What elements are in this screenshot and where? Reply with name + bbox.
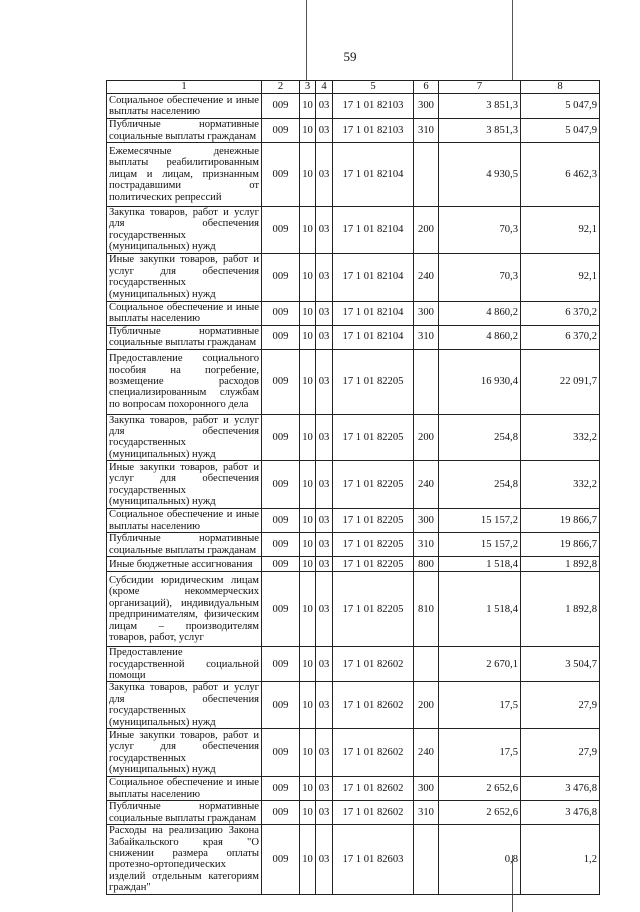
amount-year-1-cell: 2 652,6: [439, 777, 521, 801]
expense-type-cell: 300: [414, 301, 439, 325]
subsection-code-cell: 03: [316, 777, 333, 801]
row-name-cell: Иные закупки товаров, работ и услуг для обеспечения государственных (муниципальных) нужд: [107, 253, 262, 301]
subsection-code-cell: 03: [316, 647, 333, 682]
amount-year-2-cell: 5 047,9: [521, 94, 600, 119]
ministry-code-cell: 009: [262, 325, 300, 349]
row-name-cell: Предоставление социального пособия на погребение, возмещение расходов специализированным службам по вопросам похоронного дела: [107, 349, 262, 414]
ministry-code-cell: 009: [262, 777, 300, 801]
amount-year-1-cell: 254,8: [439, 461, 521, 509]
expense-type-cell: 200: [414, 207, 439, 254]
amount-year-1-cell: 254,8: [439, 414, 521, 461]
section-code-cell: 10: [300, 143, 316, 207]
row-name-cell: Закупка товаров, работ и услуг для обеспечения государственных (муниципальных) нужд: [107, 414, 262, 461]
section-code-cell: 10: [300, 325, 316, 349]
table-row: [107, 801, 600, 825]
row-name-cell: Социальное обеспечение и иные выплаты населению: [107, 94, 262, 119]
section-code-cell: 10: [300, 729, 316, 777]
scan-line-right: [512, 0, 513, 80]
table-row: [107, 647, 600, 682]
section-code-cell: 10: [300, 572, 316, 647]
table-row: [107, 533, 600, 557]
target-article-cell: 17 1 01 82205: [333, 461, 414, 509]
row-name-cell: Закупка товаров, работ и услуг для обеспечения государственных (муниципальных) нужд: [107, 682, 262, 729]
subsection-code-cell: 03: [316, 729, 333, 777]
ministry-code-cell: 009: [262, 647, 300, 682]
target-article-cell: 17 1 01 82205: [333, 509, 414, 533]
ministry-code-cell: 009: [262, 143, 300, 207]
target-article-cell: 17 1 01 82205: [333, 557, 414, 572]
subsection-code-cell: 03: [316, 301, 333, 325]
table-row: [107, 207, 600, 254]
ministry-code-cell: 009: [262, 825, 300, 894]
column-header-2: 2: [262, 81, 300, 94]
expense-type-cell: 310: [414, 533, 439, 557]
amount-year-1-cell: 17,5: [439, 682, 521, 729]
row-name-cell: Закупка товаров, работ и услуг для обеспечения государственных (муниципальных) нужд: [107, 207, 262, 254]
amount-year-1-cell: 1 518,4: [439, 572, 521, 647]
table-row: [107, 414, 600, 461]
table-row: [107, 825, 600, 894]
target-article-cell: 17 1 01 82104: [333, 143, 414, 207]
subsection-code-cell: 03: [316, 207, 333, 254]
amount-year-2-cell: 6 462,3: [521, 143, 600, 207]
amount-year-1-cell: 3 851,3: [439, 94, 521, 119]
row-name-cell: Иные бюджетные ассигнования: [107, 557, 262, 572]
amount-year-1-cell: 15 157,2: [439, 533, 521, 557]
section-code-cell: 10: [300, 647, 316, 682]
section-code-cell: 10: [300, 777, 316, 801]
amount-year-1-cell: 3 851,3: [439, 119, 521, 143]
table-row: [107, 143, 600, 207]
amount-year-2-cell: 3 476,8: [521, 777, 600, 801]
amount-year-2-cell: 1,2: [521, 825, 600, 894]
expense-type-cell: [414, 647, 439, 682]
table-row: [107, 461, 600, 509]
table-row: [107, 94, 600, 119]
ministry-code-cell: 009: [262, 119, 300, 143]
amount-year-1-cell: 2 652,6: [439, 801, 521, 825]
expense-type-cell: [414, 143, 439, 207]
subsection-code-cell: 03: [316, 461, 333, 509]
row-name-cell: Ежемесячные денежные выплаты реабилитированным лицам и лицам, признанным пострадавшими от политических репрессий: [107, 143, 262, 207]
table-row: [107, 301, 600, 325]
amount-year-2-cell: 92,1: [521, 207, 600, 254]
ministry-code-cell: 009: [262, 94, 300, 119]
column-header-6: 6: [414, 81, 439, 94]
table-row: [107, 349, 600, 414]
column-header-1: 1: [107, 81, 262, 94]
amount-year-1-cell: 4 930,5: [439, 143, 521, 207]
amount-year-2-cell: 1 892,8: [521, 572, 600, 647]
expense-type-cell: 310: [414, 119, 439, 143]
amount-year-1-cell: 70,3: [439, 207, 521, 254]
expense-type-cell: 300: [414, 777, 439, 801]
ministry-code-cell: 009: [262, 349, 300, 414]
target-article-cell: 17 1 01 82602: [333, 801, 414, 825]
expense-type-cell: 810: [414, 572, 439, 647]
column-header-8: 8: [521, 81, 600, 94]
amount-year-1-cell: 70,3: [439, 253, 521, 301]
header-row: [107, 81, 600, 94]
expense-type-cell: 240: [414, 253, 439, 301]
amount-year-2-cell: 6 370,2: [521, 325, 600, 349]
table-body: [107, 94, 600, 895]
section-code-cell: 10: [300, 682, 316, 729]
ministry-code-cell: 009: [262, 801, 300, 825]
target-article-cell: 17 1 01 82104: [333, 301, 414, 325]
amount-year-2-cell: 6 370,2: [521, 301, 600, 325]
amount-year-2-cell: 27,9: [521, 729, 600, 777]
ministry-code-cell: 009: [262, 533, 300, 557]
section-code-cell: 10: [300, 301, 316, 325]
ministry-code-cell: 009: [262, 253, 300, 301]
amount-year-2-cell: 22 091,7: [521, 349, 600, 414]
column-header-4: 4: [316, 81, 333, 94]
section-code-cell: 10: [300, 119, 316, 143]
table-row: [107, 253, 600, 301]
expense-type-cell: 800: [414, 557, 439, 572]
row-name-cell: Социальное обеспечение и иные выплаты населению: [107, 301, 262, 325]
table-row: [107, 325, 600, 349]
expense-type-cell: 240: [414, 461, 439, 509]
expense-type-cell: [414, 349, 439, 414]
subsection-code-cell: 03: [316, 509, 333, 533]
expense-type-cell: 300: [414, 94, 439, 119]
amount-year-1-cell: 16 930,4: [439, 349, 521, 414]
amount-year-2-cell: 1 892,8: [521, 557, 600, 572]
column-header-3: 3: [300, 81, 316, 94]
table-row: [107, 729, 600, 777]
target-article-cell: 17 1 01 82602: [333, 729, 414, 777]
ministry-code-cell: 009: [262, 729, 300, 777]
target-article-cell: 17 1 01 82602: [333, 777, 414, 801]
target-article-cell: 17 1 01 82205: [333, 533, 414, 557]
amount-year-1-cell: 1 518,4: [439, 557, 521, 572]
ministry-code-cell: 009: [262, 414, 300, 461]
table-row: [107, 572, 600, 647]
row-name-cell: Иные закупки товаров, работ и услуг для обеспечения государственных (муниципальных) нужд: [107, 461, 262, 509]
target-article-cell: 17 1 01 82205: [333, 572, 414, 647]
table-row: [107, 777, 600, 801]
target-article-cell: 17 1 01 82602: [333, 682, 414, 729]
amount-year-1-cell: 15 157,2: [439, 509, 521, 533]
section-code-cell: 10: [300, 414, 316, 461]
ministry-code-cell: 009: [262, 207, 300, 254]
row-name-cell: Иные закупки товаров, работ и услуг для обеспечения государственных (муниципальных) нужд: [107, 729, 262, 777]
target-article-cell: 17 1 01 82103: [333, 94, 414, 119]
amount-year-2-cell: 19 866,7: [521, 509, 600, 533]
target-article-cell: 17 1 01 82602: [333, 647, 414, 682]
section-code-cell: 10: [300, 207, 316, 254]
subsection-code-cell: 03: [316, 414, 333, 461]
ministry-code-cell: 009: [262, 461, 300, 509]
table-row: [107, 682, 600, 729]
subsection-code-cell: 03: [316, 325, 333, 349]
expense-type-cell: 240: [414, 729, 439, 777]
ministry-code-cell: 009: [262, 682, 300, 729]
amount-year-1-cell: 2 670,1: [439, 647, 521, 682]
amount-year-1-cell: 4 860,2: [439, 301, 521, 325]
subsection-code-cell: 03: [316, 557, 333, 572]
row-name-cell: Публичные нормативные социальные выплаты гражданам: [107, 801, 262, 825]
target-article-cell: 17 1 01 82104: [333, 207, 414, 254]
ministry-code-cell: 009: [262, 557, 300, 572]
subsection-code-cell: 03: [316, 825, 333, 894]
amount-year-1-cell: 0,8: [439, 825, 521, 894]
subsection-code-cell: 03: [316, 801, 333, 825]
amount-year-2-cell: 92,1: [521, 253, 600, 301]
section-code-cell: 10: [300, 533, 316, 557]
amount-year-2-cell: 19 866,7: [521, 533, 600, 557]
table-row: [107, 557, 600, 572]
amount-year-2-cell: 5 047,9: [521, 119, 600, 143]
amount-year-2-cell: 3 476,8: [521, 801, 600, 825]
budget-table: [106, 80, 600, 895]
amount-year-1-cell: 4 860,2: [439, 325, 521, 349]
subsection-code-cell: 03: [316, 94, 333, 119]
section-code-cell: 10: [300, 94, 316, 119]
target-article-cell: 17 1 01 82104: [333, 253, 414, 301]
expense-type-cell: [414, 825, 439, 894]
expense-type-cell: 310: [414, 801, 439, 825]
subsection-code-cell: 03: [316, 682, 333, 729]
amount-year-2-cell: 3 504,7: [521, 647, 600, 682]
page-number: 59: [343, 49, 357, 64]
subsection-code-cell: 03: [316, 143, 333, 207]
section-code-cell: 10: [300, 253, 316, 301]
expense-type-cell: 300: [414, 509, 439, 533]
amount-year-2-cell: 332,2: [521, 414, 600, 461]
section-code-cell: 10: [300, 509, 316, 533]
scan-line-left: [306, 0, 307, 80]
row-name-cell: Социальное обеспечение и иные выплаты населению: [107, 509, 262, 533]
section-code-cell: 10: [300, 349, 316, 414]
expense-type-cell: 200: [414, 682, 439, 729]
subsection-code-cell: 03: [316, 119, 333, 143]
table-row: [107, 509, 600, 533]
column-header-5: 5: [333, 81, 414, 94]
amount-year-2-cell: 332,2: [521, 461, 600, 509]
section-code-cell: 10: [300, 461, 316, 509]
row-name-cell: Субсидии юридическим лицам (кроме некоммерческих организаций), индивидуальным предпринимателям, физическим лицам – производителям товаров, работ, услуг: [107, 572, 262, 647]
target-article-cell: 17 1 01 82103: [333, 119, 414, 143]
section-code-cell: 10: [300, 825, 316, 894]
row-name-cell: Расходы на реализацию Закона Забайкальского края "О снижении размера оплаты протезно-ортопедических изделий отдельным категориям граждан": [107, 825, 262, 894]
subsection-code-cell: 03: [316, 572, 333, 647]
expense-type-cell: 310: [414, 325, 439, 349]
ministry-code-cell: 009: [262, 301, 300, 325]
target-article-cell: 17 1 01 82205: [333, 414, 414, 461]
ministry-code-cell: 009: [262, 509, 300, 533]
row-name-cell: Социальное обеспечение и иные выплаты населению: [107, 777, 262, 801]
table-row: [107, 119, 600, 143]
amount-year-2-cell: 27,9: [521, 682, 600, 729]
column-header-7: 7: [439, 81, 521, 94]
amount-year-1-cell: 17,5: [439, 729, 521, 777]
expense-type-cell: 200: [414, 414, 439, 461]
section-code-cell: 10: [300, 557, 316, 572]
subsection-code-cell: 03: [316, 533, 333, 557]
target-article-cell: 17 1 01 82104: [333, 325, 414, 349]
target-article-cell: 17 1 01 82603: [333, 825, 414, 894]
row-name-cell: Публичные нормативные социальные выплаты гражданам: [107, 119, 262, 143]
ministry-code-cell: 009: [262, 572, 300, 647]
subsection-code-cell: 03: [316, 349, 333, 414]
target-article-cell: 17 1 01 82205: [333, 349, 414, 414]
row-name-cell: Предоставление государственной социальной помощи: [107, 647, 262, 682]
row-name-cell: Публичные нормативные социальные выплаты гражданам: [107, 325, 262, 349]
row-name-cell: Публичные нормативные социальные выплаты гражданам: [107, 533, 262, 557]
subsection-code-cell: 03: [316, 253, 333, 301]
section-code-cell: 10: [300, 801, 316, 825]
